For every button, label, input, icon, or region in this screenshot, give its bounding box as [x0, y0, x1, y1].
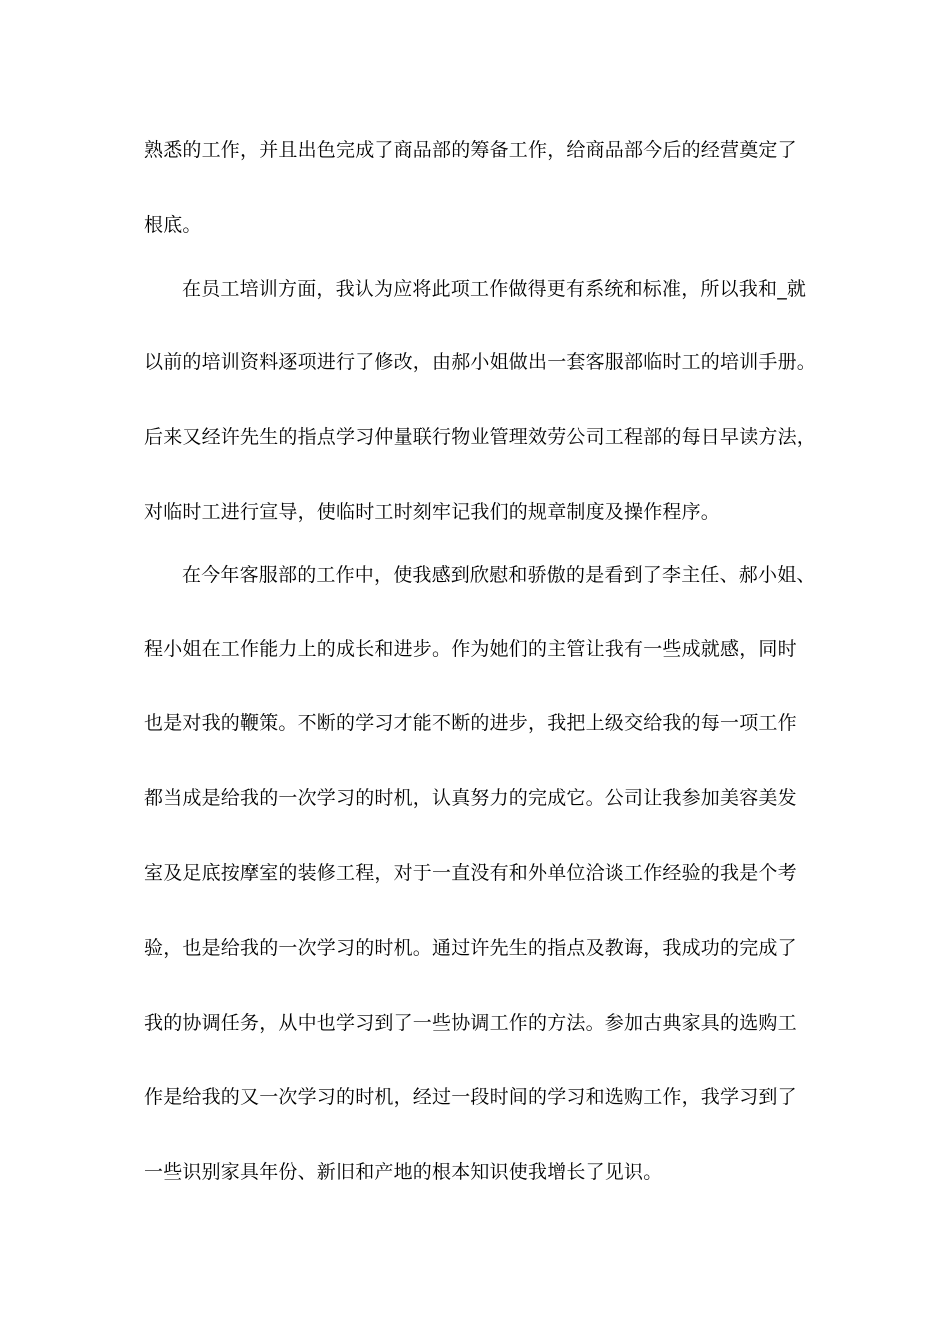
- text-line: 室及足底按摩室的装修工程，对于一直没有和外单位洽谈工作经验的我是个考: [144, 862, 797, 884]
- text-line: 以前的培训资料逐项进行了修改，由郝小姐做出一套客服部临时工的培训手册。: [144, 351, 817, 373]
- text-line: 我的协调任务，从中也学习到了一些协调工作的方法。参加古典家具的选购工: [144, 1012, 797, 1034]
- text-line: 根底。: [144, 214, 202, 236]
- text-line: 作是给我的又一次学习的时机，经过一段时间的学习和选购工作，我学习到了: [144, 1086, 797, 1108]
- paragraph-start-line: 在今年客服部的工作中，使我感到欣慰和骄傲的是看到了李主任、郝小姐、: [182, 564, 816, 586]
- text-line: 都当成是给我的一次学习的时机，认真努力的完成它。公司让我参加美容美发: [144, 787, 797, 809]
- text-line: 也是对我的鞭策。不断的学习才能不断的进步，我把上级交给我的每一项工作: [144, 712, 797, 734]
- text-line: 验，也是给我的一次学习的时机。通过许先生的指点及教诲，我成功的完成了: [144, 937, 797, 959]
- text-line: 一些识别家具年份、新旧和产地的根本知识使我增长了见识。: [144, 1161, 663, 1183]
- text-line: 程小姐在工作能力上的成长和进步。作为她们的主管让我有一些成就感，同时: [144, 638, 797, 660]
- text-line: 对临时工进行宣导，使临时工时刻牢记我们的规章制度及操作程序。: [144, 501, 721, 523]
- text-line: 后来又经许先生的指点学习仲量联行物业管理效劳公司工程部的每日早读方法，: [144, 426, 817, 448]
- paragraph-start-line: 在员工培训方面，我认为应将此项工作做得更有系统和标准，所以我和_就: [182, 278, 807, 300]
- text-line: 熟悉的工作，并且出色完成了商品部的筹备工作，给商品部今后的经营奠定了: [144, 139, 797, 161]
